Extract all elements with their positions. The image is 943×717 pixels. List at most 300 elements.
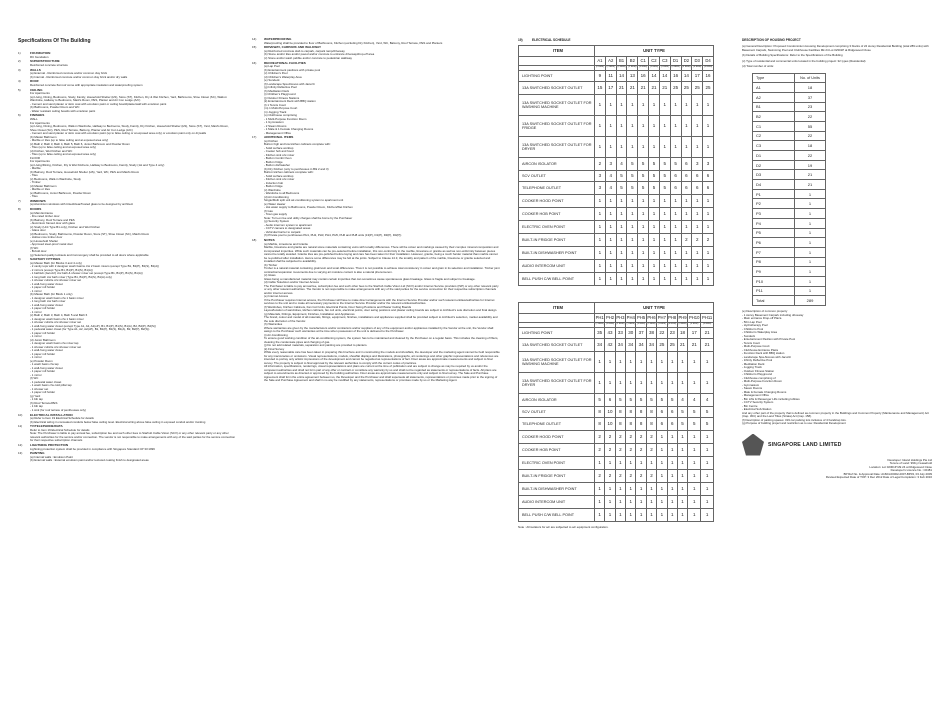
spec-item-line: (g) Selected quality locksets and ironmongery shall be provided to all doors where applicable xyxy=(30,252,149,257)
electrical-item-label: ELECTRIC OVEN POINT xyxy=(519,457,595,470)
spec-item-lines xyxy=(264,65,500,135)
unit-type-header: UNIT TYPE xyxy=(595,46,714,57)
unit-bedrooms: (3 BRM) xyxy=(616,66,627,71)
electrical-value: 2 xyxy=(595,158,606,171)
electrical-value: 2 xyxy=(636,444,646,457)
spec-item-line: - Hot water supply to Bathrooms, Powder Room, Kitchen/Wet Kitchen xyxy=(264,205,353,210)
electrical-value: 1 xyxy=(605,116,616,137)
electrical-value: 2 xyxy=(626,444,636,457)
electrical-value: 1 xyxy=(646,457,656,470)
electrical-value: 1 xyxy=(659,260,670,273)
electrical-value: 1 xyxy=(616,137,627,158)
spec-item-line: WALL xyxy=(30,117,38,121)
spec-item-title: WALLS xyxy=(30,67,41,72)
spec-item-line: (d) Cable Television and/or Internet Access xyxy=(264,280,319,285)
electrical-item-label: 13A SWITCHED SOCKET OUTLET FOR DRYER xyxy=(519,373,595,394)
unit-code: PH11 xyxy=(701,314,714,323)
spec-item-line: (a) External - Reinforced concrete and/or common clay brick xyxy=(30,71,108,76)
electrical-value: 6 xyxy=(667,418,677,431)
spec-item-number: 8) xyxy=(18,206,21,211)
units-cell: B1 xyxy=(753,102,795,112)
spec-item-body xyxy=(264,62,500,136)
units-cell: 1 xyxy=(795,276,826,286)
electrical-value: 1 xyxy=(659,116,670,137)
spec-item-line: (d) Children's Waterplay Area xyxy=(264,74,302,79)
electrical-value: 1 xyxy=(605,509,615,522)
electrical-value: 1 xyxy=(677,444,687,457)
spec-item-line: (b) Timber xyxy=(264,262,278,267)
spec-item-body xyxy=(30,52,236,59)
units-cell: 1 xyxy=(795,247,826,257)
units-cell: D4 xyxy=(753,180,795,190)
unit-bedrooms: (3 BRM) xyxy=(659,66,670,71)
spec-item-line: - Aluminium framed door with glass xyxy=(30,221,75,226)
electrical-value: 1 xyxy=(626,373,636,394)
electrical-item-label: COOKER HOOD POINT xyxy=(519,431,595,444)
electrical-value: 1 xyxy=(616,260,627,273)
spec-item-line: - Built-in dishwasher xyxy=(264,163,291,168)
spec-item-line: (d) Air-Conditioning xyxy=(264,194,289,199)
electrical-value: 1 xyxy=(636,483,646,496)
spec-item-lines xyxy=(30,448,236,452)
electrical-value: 3 xyxy=(595,182,606,195)
specifications-title: Specifications Of The Building xyxy=(18,38,91,44)
common-property-line: - Gymnasium xyxy=(742,382,760,387)
electrical-value: 1 xyxy=(616,273,627,286)
electrical-value: 1 xyxy=(659,273,670,286)
electrical-value: 1 xyxy=(667,352,677,373)
units-row xyxy=(753,286,826,296)
electrical-value: 6 xyxy=(605,394,615,407)
units-cell: 22 xyxy=(795,112,826,122)
electrical-value: 1 xyxy=(703,95,714,116)
spec-item-line: - Approved steel-proof metal door xyxy=(30,242,73,247)
electrical-value: 8 xyxy=(626,418,636,431)
specifications-list-continued xyxy=(252,38,500,383)
electrical-value: 2 xyxy=(681,234,692,247)
electrical-item-label: BUILT-IN FRIDGE POINT xyxy=(519,470,595,483)
electrical-value: 1 xyxy=(626,352,636,373)
electrical-value: 2 xyxy=(605,470,615,483)
spec-item-line: - 1 paper roll holder xyxy=(30,369,56,374)
electrical-item-label: 13A SWITCHED SOCKET OUTLET FOR DRYER xyxy=(519,137,595,158)
electrical-value: 1 xyxy=(636,496,646,509)
electrical-value: 8 xyxy=(615,407,625,418)
spec-item-number: 14) xyxy=(252,37,257,41)
units-cell: P1 xyxy=(753,189,795,199)
spec-item-number: 1) xyxy=(18,51,21,55)
electrical-value: 1 xyxy=(657,496,667,509)
spec-item xyxy=(252,62,500,136)
units-row xyxy=(753,92,826,102)
spec-item-line: (i) Air-Conditioning xyxy=(264,332,288,337)
spec-item-line: (f) Wardrobes, Kitchen Cabinets, Fan Coil Units, Electrical Points, Door Swing Positions and Plaster Ceiling Boards xyxy=(264,304,412,309)
electrical-value: 14 xyxy=(616,71,627,82)
spec-item-body xyxy=(30,69,236,80)
spec-item-line: Glass being a manufactured material may contain certain impurities that can sometimes cause spontaneous glass breakage. Glass is fragile and subject to breakage. xyxy=(264,276,476,281)
unit-bedrooms: (4 BRM) xyxy=(670,66,681,71)
electrical-value: 6 xyxy=(692,182,703,195)
units-cell: P4 xyxy=(753,218,795,228)
electrical-value: 17 xyxy=(605,82,616,95)
electrical-value: 1 xyxy=(605,247,616,260)
electrical-value: 6 xyxy=(681,182,692,195)
units-cell: 1 xyxy=(795,218,826,228)
electrical-value: 5 xyxy=(638,158,649,171)
electrical-value: 1 xyxy=(649,95,660,116)
spec-item-number: 15) xyxy=(252,45,257,50)
electrical-value: 5 xyxy=(649,171,660,182)
electrical-value: 1 xyxy=(677,509,687,522)
electrical-value: 1 xyxy=(605,234,616,247)
electrical-value: 1 xyxy=(692,273,703,286)
units-cell: A1 xyxy=(753,83,795,93)
electrical-value: 1 xyxy=(703,195,714,208)
electrical-value: 2 xyxy=(703,234,714,247)
electrical-value: 1 xyxy=(649,260,660,273)
electrical-value: 1 xyxy=(595,208,606,221)
electrical-value: 1 xyxy=(638,208,649,221)
common-property-line: - Sundeck xyxy=(742,333,756,338)
spec-item-lines xyxy=(30,429,236,443)
electrical-value: 1 xyxy=(649,234,660,247)
common-property-line: - CCTV Security System xyxy=(742,400,774,404)
electrical-value: 5 xyxy=(670,158,681,171)
spec-item-lines xyxy=(30,118,236,199)
spec-item-line: - Town gas supply xyxy=(264,212,288,217)
spec-item-line: Lightning protection system shall be provided in compliance with Singapore Standard CP 33:1996 xyxy=(30,446,155,451)
spec-item xyxy=(18,69,236,80)
spec-item-body xyxy=(30,452,236,463)
electrical-value: 25 xyxy=(681,82,692,95)
electrical-item-label: TELEPHONE OUTLET xyxy=(519,182,595,195)
electrical-value: 25 xyxy=(667,339,677,352)
electrical-value: 1 xyxy=(626,496,636,509)
spec-item-body xyxy=(30,60,236,67)
singapore-land-logo-icon xyxy=(742,434,764,456)
spec-item-line: - Tiles (up to false ceiling and at exposed area only) xyxy=(30,152,97,156)
common-property-line: - Steam Rooms xyxy=(742,386,763,390)
spec-item-line: - Tiles xyxy=(30,173,38,177)
spec-item-line: For Apartments xyxy=(30,120,50,125)
electrical-value: 1 xyxy=(616,221,627,234)
electrical-value: 1 xyxy=(638,195,649,208)
electrical-value: 2 xyxy=(615,470,625,483)
electrical-value: 1 xyxy=(657,444,667,457)
spec-item xyxy=(18,425,236,443)
spec-item-number: 7) xyxy=(18,198,21,203)
spec-item-line: - Solid surface worktop xyxy=(264,145,294,150)
units-cell: C3 xyxy=(753,141,795,151)
common-property-line: - Clubhouse comprising of xyxy=(742,375,776,380)
electrical-value: 1 xyxy=(681,260,692,273)
spec-item-line: - Cement and sand plaster or skim coat with emulsion paint (up to false ceiling or at exposed area only) or emulsion paint only on drywalls xyxy=(30,131,207,135)
common-property-line: - 50m Lap Pool xyxy=(742,319,762,324)
unit-bedrooms: (3 BRM) xyxy=(627,66,638,71)
unit-code: D4 xyxy=(703,57,714,66)
units-cell: 1 xyxy=(795,238,826,248)
spec-item-line: (b) Entertainment pavilions with private pool xyxy=(264,67,321,72)
electrical-value: 6 xyxy=(670,171,681,182)
electrical-value: 18 xyxy=(677,328,687,339)
common-property-line: (e) Description of common property xyxy=(742,309,788,313)
spec-item-number: 16) xyxy=(252,60,257,65)
spec-item-line: The Purchaser is liable to pay annual fee, subscription fee and such other fees to the Starhub Cable Vision Ltd (SCV) and/or Internet Service providers (ISP) or any other relevant party or any other relevant authorities. The Vendor is not responsible to make arrangements with any of the said parties for the service connection for their respective subscription channels and/or internet access. xyxy=(264,283,499,295)
electrical-value: 43 xyxy=(605,328,615,339)
common-property-line: - Clubhouse Entrance Plaza xyxy=(742,347,778,352)
units-cell: 21 xyxy=(795,170,826,180)
electrical-value: 34 xyxy=(636,339,646,352)
unit-bedrooms: (4 BRM) xyxy=(677,323,687,328)
spec-item-lines xyxy=(30,72,236,79)
electrical-value: 1 xyxy=(605,352,615,373)
electrical-table-standard xyxy=(518,45,720,286)
electrical-row xyxy=(519,71,714,82)
spec-item-lines xyxy=(30,92,236,113)
electrical-value: 1 xyxy=(605,137,616,158)
brand-block xyxy=(742,434,932,456)
electrical-table-penthouse xyxy=(518,302,720,522)
spec-item-line: - 1 long bath c/w bath mixer (Type B1, B1(P), B1(S), B1(A) only) xyxy=(30,274,112,279)
spec-item xyxy=(252,239,500,383)
electrical-value: 1 xyxy=(681,195,692,208)
common-property-line: - Entertainment Pavilion with Private Pool xyxy=(742,337,796,341)
electrical-value: 5 xyxy=(701,407,714,418)
unit-bedrooms: (3 BRM) xyxy=(626,323,636,328)
electrical-value: 2 xyxy=(692,234,703,247)
electrical-value: 8 xyxy=(646,418,656,431)
electrical-row xyxy=(519,247,714,260)
spec-item-line: - Built-in fridge xyxy=(264,159,283,164)
spec-item-line: (b) Internal - Reinforced concrete and/or common clay brick and/or dry walls xyxy=(30,74,128,79)
units-cell: P5 xyxy=(753,228,795,238)
spec-item-line: - Tiles (up to false ceiling and at exposed area only) xyxy=(30,145,97,149)
spec-item-title: WINDOWS xyxy=(30,198,46,203)
electrical-value: 1 xyxy=(626,457,636,470)
electrical-value: 2 xyxy=(646,470,656,483)
spec-item-line: - Glass door xyxy=(30,228,46,233)
common-property-line: - Meditation Deck xyxy=(742,361,765,366)
spec-item-title: FINISHES xyxy=(30,113,45,118)
electrical-value: 16 xyxy=(703,71,714,82)
electrical-value: 1 xyxy=(667,509,677,522)
electrical-value: 2 xyxy=(595,470,605,483)
units-row xyxy=(753,209,826,219)
electrical-value: 1 xyxy=(670,95,681,116)
electrical-value: 1 xyxy=(627,195,638,208)
unit-bedrooms: (3 BRM) xyxy=(649,66,660,71)
electrical-value: 34 xyxy=(595,339,605,352)
spec-item-line: - Hollow core timber door xyxy=(30,235,63,240)
electrical-value: 9 xyxy=(595,71,606,82)
unit-code: D1 xyxy=(670,57,681,66)
electrical-value: 6 xyxy=(657,407,667,418)
electrical-item-label: AIRCON ISOLATOR xyxy=(519,158,595,171)
spec-item xyxy=(18,114,236,198)
electrical-value: 34 xyxy=(626,339,636,352)
electrical-value: 1 xyxy=(616,95,627,116)
electrical-row xyxy=(519,273,714,286)
spec-item-line: (k) Entertainment Deck with BBQ station xyxy=(264,99,316,104)
electrical-value: 1 xyxy=(649,137,660,158)
spec-item-body xyxy=(264,38,500,45)
spec-item-lines xyxy=(30,203,236,207)
spec-item xyxy=(18,60,236,67)
electrical-value: 1 xyxy=(615,373,625,394)
spec-item-line: (b) Electrical wiring in concealed conduits below false ceiling level. Electrical wiring above false ceiling in exposed conduit and/or trunking xyxy=(30,419,206,424)
electrical-item-label: 13A SWITCHED SOCKET OUTLET xyxy=(519,339,595,352)
electrical-item-label: ELECTRIC OVEN POINT xyxy=(519,221,595,234)
spec-item-line: - 1 wash basin c/w cold pillar tap xyxy=(30,383,72,388)
electrical-value: 1 xyxy=(681,95,692,116)
spec-item-line: - 1 pedestal water closet xyxy=(30,379,62,384)
units-row xyxy=(753,296,826,306)
electrical-value: 5 xyxy=(649,182,660,195)
spec-item-line: - Kitchen sink c/w mixer xyxy=(264,152,295,157)
units-cell: 1 xyxy=(795,267,826,277)
electrical-value: 5 xyxy=(659,171,670,182)
electrical-value: 1 xyxy=(677,431,687,444)
electrical-value: 3 xyxy=(595,171,606,182)
spec-item xyxy=(252,136,500,238)
unit-bedrooms: (2 BRM) xyxy=(595,66,606,71)
spec-item-lines xyxy=(30,56,236,60)
units-cell: P11 xyxy=(753,286,795,296)
spec-item-line: - 1 pedestal water closet (for Type A1, A2, A2(oP), B1, B1(P), B1(S), B1(A), B2, B2(P), B2(S)) xyxy=(30,327,150,332)
spec-item-line: FLOOR xyxy=(30,155,40,160)
electrical-item-label: 13A SWITCHED SOCKET OUTLET FOR WASHING MACHINE xyxy=(519,95,595,116)
electrical-value: 5 xyxy=(701,418,714,431)
electrical-value: 1 xyxy=(595,195,606,208)
electrical-value: 42 xyxy=(605,339,615,352)
common-property-line: - Tennis Court xyxy=(742,340,760,345)
spec-item-line: - Audio intercom system to apartment xyxy=(264,222,312,227)
electrical-value: 1 xyxy=(638,247,649,260)
electrical-value: 34 xyxy=(615,339,625,352)
unit-bedrooms: (3 BRM) xyxy=(638,66,649,71)
spec-item-title: PAINTING xyxy=(30,451,45,456)
spec-item-number: 12) xyxy=(18,443,23,448)
spec-item-line: - 1 bib tap xyxy=(30,397,43,402)
electrical-value: 1 xyxy=(703,260,714,273)
spec-item-line: - 1 shower cubicle c/w shower mixer set xyxy=(30,278,82,283)
electrical-value: 1 xyxy=(595,247,606,260)
electrical-value: 21 xyxy=(649,82,660,95)
unit-code: D3 xyxy=(692,57,703,66)
spec-item-line: (o) Clubhouse comprising xyxy=(264,113,297,118)
electrical-item-label: COOKER HOOD POINT xyxy=(519,195,595,208)
electrical-value: 1 xyxy=(667,373,677,394)
electrical-value: 1 xyxy=(657,373,667,394)
electrical-value: 1 xyxy=(659,137,670,158)
electrical-value: 1 xyxy=(636,457,646,470)
electrical-value: 1 xyxy=(638,260,649,273)
spec-item-line: - 1 mirror xyxy=(30,372,42,377)
spec-item-line: (a) Reinforced concrete slab to carpark, carpark ramp/driveway xyxy=(264,48,345,53)
electrical-item-label: 13A SWITCHED SOCKET OUTLET xyxy=(519,82,595,95)
electrical-value: 1 xyxy=(616,234,627,247)
common-property-line: - 1 storey Basement Carpark including driveway xyxy=(742,312,804,317)
electrical-value: 1 xyxy=(657,431,667,444)
electrical-value: 1 xyxy=(657,457,667,470)
electrical-value: 1 xyxy=(701,373,714,394)
electrical-value: 8 xyxy=(595,407,605,418)
unit-code: PH9 xyxy=(677,314,687,323)
electrical-value: 1 xyxy=(701,483,714,496)
spec-item-line: - 1 mirror xyxy=(30,355,42,360)
common-property-line: - Children's Pool xyxy=(742,326,764,331)
spec-item-line: - Management Office xyxy=(264,130,291,135)
electrical-value: 1 xyxy=(670,137,681,158)
electrical-row xyxy=(519,234,714,247)
spec-item-line: (b) Bathrooms, Powder Room and WC xyxy=(30,105,80,110)
spec-item-line: (c) Glass xyxy=(264,273,276,278)
electrical-value: 1 xyxy=(649,195,660,208)
spec-item-line: Reinforced concrete flat roof come with appropriate insulation and waterproofing system xyxy=(30,82,143,87)
units-table xyxy=(752,73,826,307)
unit-bedrooms: (2 BRM) xyxy=(595,323,605,328)
electrical-value: 5 xyxy=(649,158,660,171)
electrical-value: 1 xyxy=(701,457,714,470)
units-row xyxy=(753,131,826,141)
electrical-value: 1 xyxy=(701,496,714,509)
spec-item xyxy=(18,80,236,87)
electrical-value: 2 xyxy=(646,431,656,444)
common-property-line: - Main entrance Drop-off Plaza xyxy=(742,316,782,320)
electrical-value: 1 xyxy=(670,273,681,286)
electrical-value: 1 xyxy=(667,457,677,470)
common-property-line: (g) Purpose of building project and restriction as to use: Residential Development xyxy=(742,421,846,425)
housing-project-title: DESCRIPTION OF HOUSING PROJECT xyxy=(742,38,801,42)
electrical-row xyxy=(519,339,714,352)
electrical-row xyxy=(519,444,714,457)
electrical-value: 1 xyxy=(627,260,638,273)
spec-item-line: (k) Final Survey xyxy=(264,346,285,351)
spec-item-lines xyxy=(30,262,236,413)
electrical-value: 5 xyxy=(616,182,627,195)
electrical-value: 21 xyxy=(616,82,627,95)
electrical-value: 21 xyxy=(659,82,670,95)
electrical-value: 1 xyxy=(595,483,605,496)
electrical-value: 5 xyxy=(667,394,677,407)
units-row xyxy=(753,189,826,199)
spec-item-line: (f) Landscape Spa Alcoves with Jacuzzi xyxy=(264,81,315,86)
unit-code: PH2 xyxy=(605,314,615,323)
spec-item xyxy=(18,414,236,425)
electrical-value: 1 xyxy=(605,95,616,116)
electrical-value: 6 xyxy=(692,171,703,182)
electrical-value: 21 xyxy=(701,339,714,352)
electrical-value: 1 xyxy=(667,431,677,444)
electrical-value: 1 xyxy=(626,509,636,522)
electrical-value: 1 xyxy=(701,352,714,373)
spec-item-title: CEILING xyxy=(30,87,43,92)
developer-detail-line: BP Ref No. & Approval Date: A1604-00002-2007-BP03, 03 July 2009 xyxy=(843,471,932,476)
units-table-header xyxy=(753,73,826,83)
electrical-value: 1 xyxy=(595,457,605,470)
electrical-value: 2 xyxy=(615,431,625,444)
unit-code: C1 xyxy=(638,57,649,66)
electrical-value: 1 xyxy=(595,496,605,509)
electrical-value: 1 xyxy=(595,260,606,273)
spec-item-line: RC foundation xyxy=(30,54,49,59)
electrical-row xyxy=(519,195,714,208)
spec-item-line: - Tiles xyxy=(30,194,38,198)
units-cell: 1 xyxy=(795,199,826,209)
unit-bedrooms: (4 BRM) xyxy=(667,323,677,328)
electrical-value: 1 xyxy=(670,208,681,221)
electrical-value: 1 xyxy=(615,457,625,470)
